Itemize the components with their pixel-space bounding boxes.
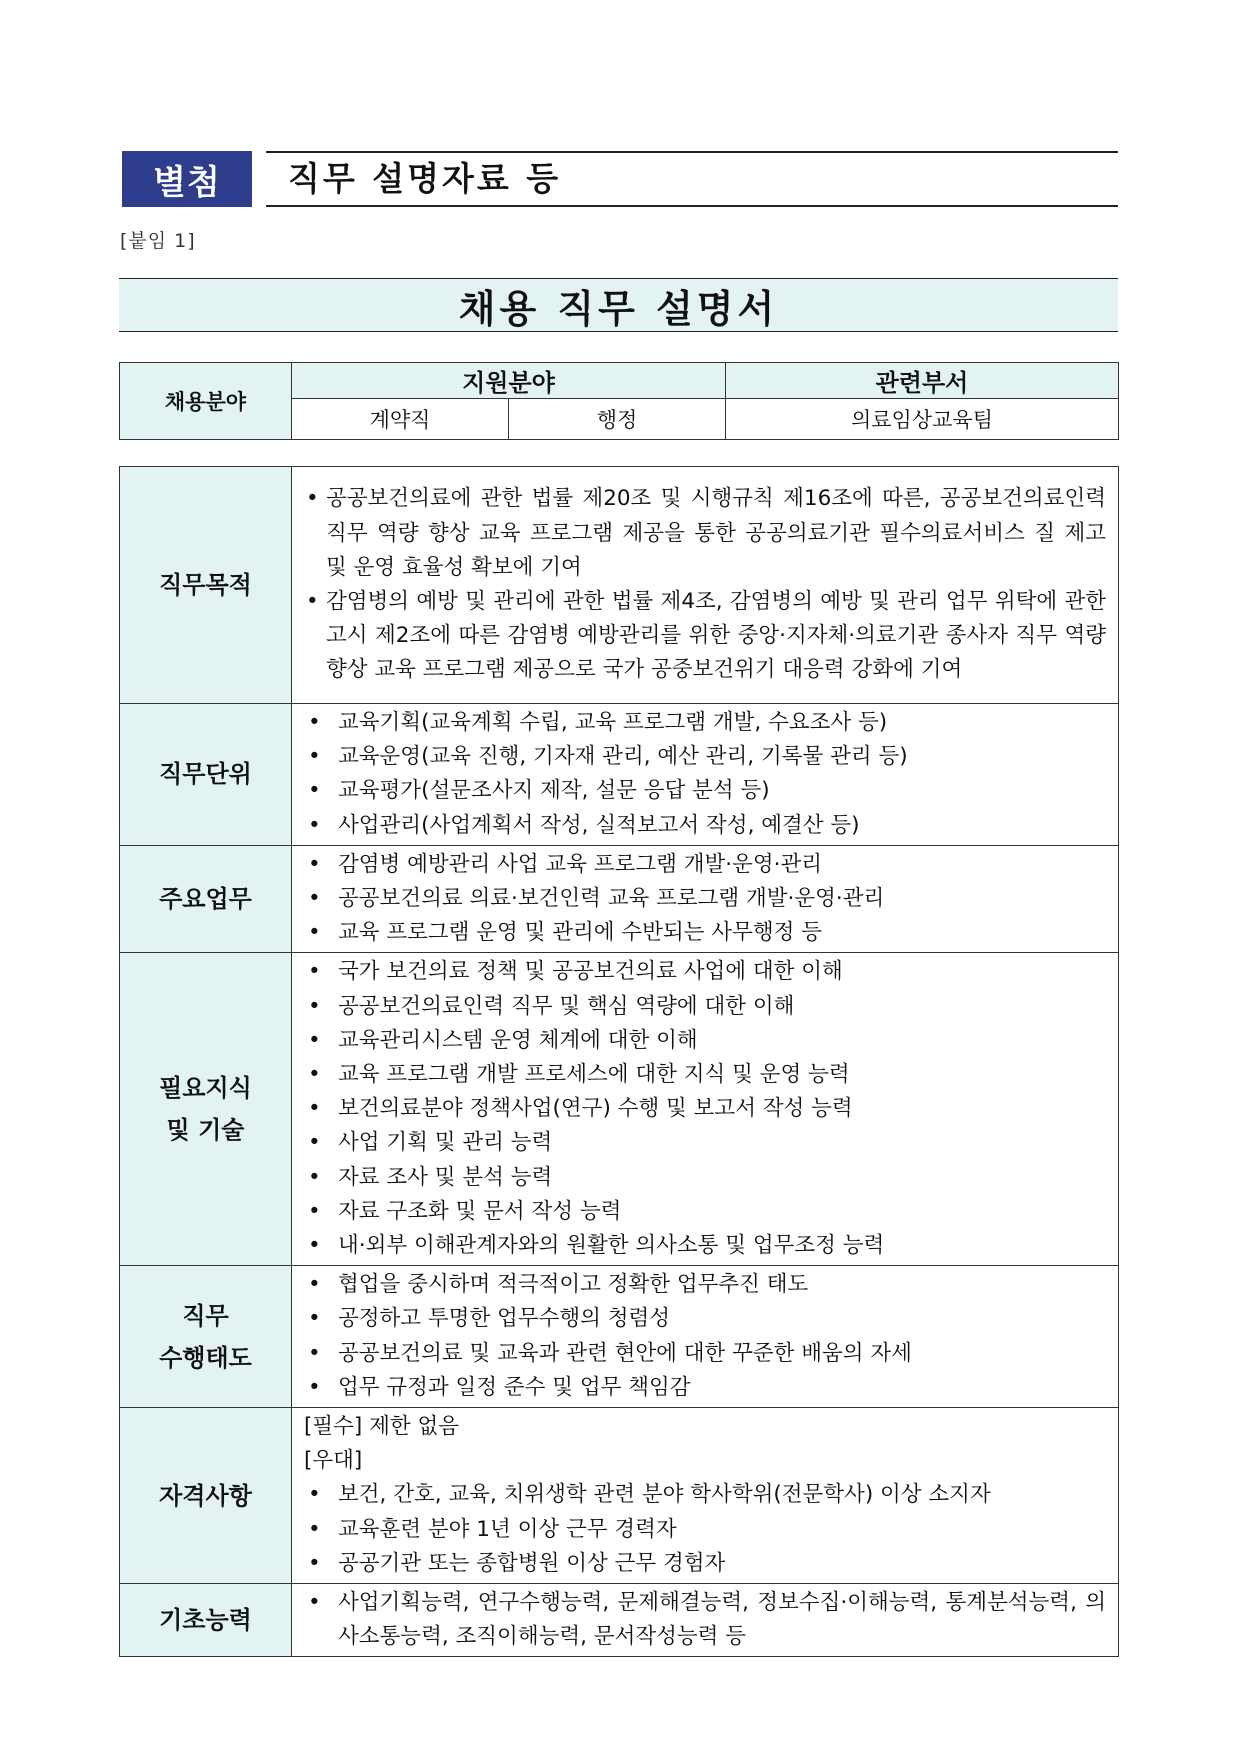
attitude-label-line1: 직무 xyxy=(182,1301,229,1330)
list-item: • 사업 기획 및 관리 능력 xyxy=(304,1126,1106,1160)
preferred-title: [우대] xyxy=(304,1448,363,1474)
list-item: • 내·외부 이해관계자와의 원활한 의사소통 및 업무조정 능력 xyxy=(304,1229,1106,1263)
list-item: • 자료 조사 및 분석 능력 xyxy=(304,1161,1106,1195)
list-item: • 교육기획(교육계획 수립, 교육 프로그램 개발, 수요조사 등) xyxy=(304,706,1106,740)
dept-cell: 의료임상교육팀 xyxy=(726,399,1119,440)
knowledge-label-line1: 필요지식 xyxy=(159,1074,252,1103)
list-item: • 공공보건의료 및 교육과 관련 현안에 대한 꾸준한 배움의 자세 xyxy=(304,1337,1106,1371)
knowledge-label-line2: 및 기술 xyxy=(166,1116,245,1145)
list-item: • 교육 프로그램 개발 프로세스에 대한 지식 및 운영 능력 xyxy=(304,1058,1106,1092)
list-item: • 보건, 간호, 교육, 치위생학 관련 분야 학사학위(전문학사) 이상 소지자 xyxy=(304,1478,1106,1512)
field-header-cell: 지원분야 xyxy=(292,363,726,399)
list-item: • 공정하고 투명한 업무수행의 청렴성 xyxy=(304,1302,1106,1336)
list-item: • 국가 보건의료 정책 및 공공보건의료 사업에 대한 이해 xyxy=(304,955,1106,989)
knowledge-content xyxy=(292,953,1119,1266)
field-cell: 행정 xyxy=(509,399,726,440)
header-rule-bottom xyxy=(266,205,1118,207)
qualifications-content xyxy=(292,1408,1119,1584)
duties-label: 주요업무 xyxy=(120,845,292,953)
list-item: • 감염병 예방관리 사업 교육 프로그램 개발·운영·관리 xyxy=(304,848,1106,882)
attitude-label xyxy=(120,1266,292,1408)
list-item: • 업무 규정과 일정 준수 및 업무 책임감 xyxy=(304,1371,1106,1405)
knowledge-label xyxy=(120,953,292,1266)
purpose-content xyxy=(292,467,1119,704)
units-content xyxy=(292,704,1119,846)
attitude-label-line2: 수행태도 xyxy=(159,1343,252,1372)
required-qualification: [필수] 제한 없음 xyxy=(304,1414,460,1440)
basic-ability-label: 기초능력 xyxy=(120,1584,292,1657)
page-title: 직무 설명자료 등 xyxy=(288,159,562,198)
list-item: • 공공보건의료에 관한 법률 제20조 및 시행규칙 제16조에 따른, 공공보건의료인력 직무 역량 향상 교육 프로그램 제공을 통한 공공의료기관 필수의료서비스 질 제고 및 운영 효율성 확보에 기여 xyxy=(304,482,1106,585)
list-item: • 사업관리(사업계획서 작성, 실적보고서 작성, 예결산 등) xyxy=(304,809,1106,843)
units-label: 직무단위 xyxy=(120,704,292,846)
purpose-label: 직무목적 xyxy=(120,467,292,704)
attachment-label: [붙임 1] xyxy=(120,230,196,252)
list-item: • 교육 프로그램 운영 및 관리에 수반되는 사무행정 등 xyxy=(304,916,1106,950)
qualifications-label: 자격사항 xyxy=(120,1408,292,1584)
list-item: • 감염병의 예방 및 관리에 관한 법률 제4조, 감염병의 예방 및 관리 업무 위탁에 관한 고시 제2조에 따른 감염병 예방관리를 위한 중앙·지자체·의료기관 종사자 직무 역량 향상 교육 프로그램 제공으로 국가 공중보건위기 대응력 강화에 기여 xyxy=(304,585,1106,688)
dept-header-cell: 관련부서 xyxy=(726,363,1119,399)
document-title: 채용 직무 설명서 xyxy=(119,278,1118,332)
contract-type-cell: 계약직 xyxy=(292,399,509,440)
list-item: • 공공보건의료인력 직무 및 핵심 역량에 대한 이해 xyxy=(304,990,1106,1024)
job-description-table xyxy=(119,466,1119,1657)
annex-badge: 별첨 xyxy=(122,151,252,207)
list-item: • 교육운영(교육 진행, 기자재 관리, 예산 관리, 기록물 관리 등) xyxy=(304,740,1106,774)
list-item: • 보건의료분야 정책사업(연구) 수행 및 보고서 작성 능력 xyxy=(304,1092,1106,1126)
list-item: • 공공보건의료 의료·보건인력 교육 프로그램 개발·운영·관리 xyxy=(304,882,1106,916)
list-item: • 교육평가(설문조사지 제작, 설문 응답 분석 등) xyxy=(304,774,1106,808)
recruit-label-cell: 채용분야 xyxy=(120,363,292,440)
basic-ability-content xyxy=(292,1584,1119,1657)
duties-content xyxy=(292,845,1119,953)
list-item: • 교육관리시스템 운영 체계에 대한 이해 xyxy=(304,1024,1106,1058)
list-item: • 사업기획능력, 연구수행능력, 문제해결능력, 정보수집·이해능력, 통계분석능력, 의사소통능력, 조직이해능력, 문서작성능력 등 xyxy=(304,1586,1106,1654)
attitude-content xyxy=(292,1266,1119,1408)
recruitment-table xyxy=(119,362,1119,440)
list-item: • 교육훈련 분야 1년 이상 근무 경력자 xyxy=(304,1513,1106,1547)
list-item: • 자료 구조화 및 문서 작성 능력 xyxy=(304,1195,1106,1229)
list-item: • 협업을 중시하며 적극적이고 정확한 업무추진 태도 xyxy=(304,1268,1106,1302)
list-item: • 공공기관 또는 종합병원 이상 근무 경험자 xyxy=(304,1547,1106,1581)
